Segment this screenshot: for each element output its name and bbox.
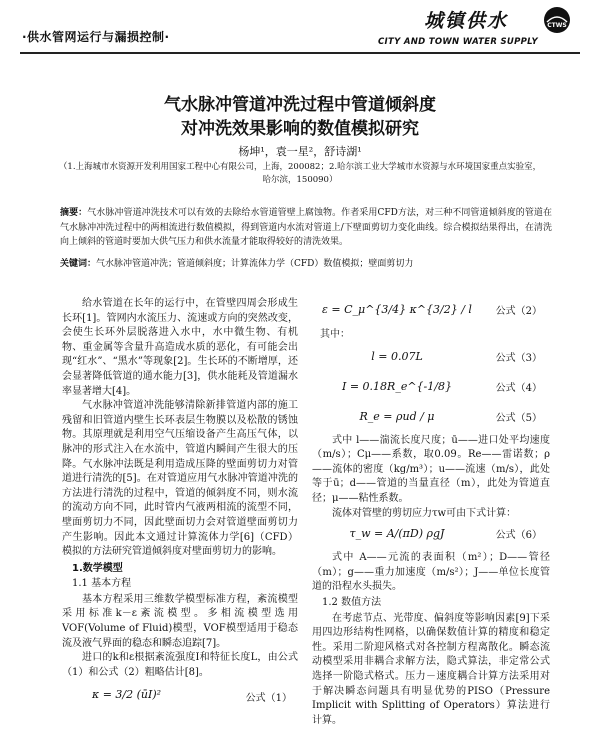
equation-6-number: 公式（6） (495, 530, 542, 542)
abstract (60, 206, 552, 250)
equation-1-number: 公式（1） (245, 693, 292, 705)
paragraph-intro: 给水管道在长年的运行中，在管壁四周会形成生长环[1]。管网内水流压力、流速或方向的突然改变，会使生长环外层脱落进入水中，水中微生物、有机物、重金属等含量升高造成水质的恶化，有可能会出现“红水”、“黑水”等现象[2]。生长环的不断增厚，还会显著降低管道的通水能力[3]，供水能耗及管道漏水率显著增大[4]。 (62, 298, 298, 397)
left-column (62, 297, 298, 712)
equation-5 (312, 404, 550, 434)
equation-6 (312, 521, 550, 551)
keywords-text: 气水脉冲管道冲洗；管道倾斜度；计算流体力学（CFD）数值模拟；壁面剪切力 (96, 259, 414, 269)
equation-3-formula: l = 0.07L (371, 349, 423, 363)
keywords-label: 关键词： (60, 259, 97, 269)
section-tag: ·供水管网运行与漏损控制· (22, 30, 170, 44)
article-title-line2: 对冲洗效果影响的数值模拟研究 (181, 119, 419, 139)
heading-numerical-method: 1.2 数值方法 (322, 596, 382, 608)
equation-1 (62, 684, 298, 712)
equation-4-formula: I = 0.18R_e^{-1/8} (342, 379, 452, 393)
paragraph-variables: 式中 l——湍流长度尺度；ū——进口处平均速度（m/s）；Cμ——系数，取0.09。Re——雷诺数；ρ——流体的密度（kg/m³）；u——流速（m/s），此处等于ū；d——管道的当量直径（m），此处为管道直径；μ——粘性系数。 (312, 434, 550, 504)
abstract-text: 气水脉冲管道冲洗技术可以有效的去除给水管道管壁上腐蚀物。作者采用CFD方法，对三种不同管道倾斜度的管道在气水脉冲冲洗过程中的两相流进行数值模拟，得到管道内水流对管道上/下壁面剪切力变化曲线。综合模拟结果得出，在清洗向上倾斜的管道时要加大供气压力和供水流量才能取得较好的清洗效果。 (60, 208, 552, 247)
equation-2-formula: ε = C_μ^{3/4} κ^{3/2} / l (322, 303, 472, 316)
paragraph-eq6-variables: 式中 A——元流的表面积（m²）；D——管径（m）；g——重力加速度（m/s²）；J——单位长度管道的沿程水头损失。 (312, 552, 550, 593)
equation-3 (312, 344, 550, 374)
affiliation-line2: 哈尔滨，150090） (262, 175, 338, 185)
equation-4-number: 公式（4） (495, 382, 542, 394)
logo-text: CTWS (547, 22, 567, 29)
article-title-line1: 气水脉冲管道冲洗过程中管道倾斜度 (164, 95, 436, 115)
equation-5-number: 公式（5） (495, 412, 542, 424)
paragraph-principle: 气水脉冲管道冲洗能够清除新排管道内部的施工残留和旧管道内壁生长环表层生物膜以及松散的锈蚀物。其原理就是利用空气压缩设备产生高压气体，以脉冲的形式注入在水流中，管道内瞬间产生很大的压降。气水脉冲法既是利用造成压降的壁面剪切力对管道进行清洗的[5]。在对管道应用气水脉冲管道冲洗的方法进行清洗的过程中，管道的倾斜度不同，则水流的流动方向不同，此时管内气液两相流的流型不同，壁面剪切力不同，因此壁面切力会对管道壁面剪切力产生影响。因此本文通过计算流体力学[6]（CFD）模拟的方法研究管道倾斜度对壁面剪切力的影响。 (62, 400, 298, 558)
journal-brand-english: CITY AND TOWN WATER SUPPLY (378, 37, 538, 47)
abstract-label: 摘要： (60, 208, 88, 218)
journal-logo-icon (543, 6, 571, 34)
journal-brand-chinese: 城镇供水 (424, 10, 509, 32)
equation-4 (312, 374, 550, 404)
article-authors: 杨坤¹，袁一星²，舒诗湖¹ (238, 145, 362, 158)
equation-1-formula: κ = 3/2 (ūI)² (92, 688, 162, 702)
equation-6-formula: τ_w = A/(πD) ρgJ (349, 527, 445, 541)
equation-2 (312, 297, 550, 327)
affiliation-line1: （1.上海城市水资源开发利用国家工程中心有限公司，上海，200082；2.哈尔滨工业大学城市水资源与水环境国家重点实验室， (58, 162, 542, 172)
header-divider (20, 52, 580, 54)
paragraph-shear-intro: 流体对管壁的剪切应力τw可由下式计算： (332, 507, 517, 519)
paragraph-inlet: 进口的k和ε根据紊流强度I和特征长度L，由公式（1）和公式（2）粗略估计[8]。 (62, 652, 298, 678)
right-column (312, 297, 550, 728)
equation-5-formula: R_e = ρud / μ (359, 409, 435, 423)
equation-2-number: 公式（2） (495, 306, 542, 317)
keywords (60, 257, 552, 271)
paragraph-equations: 基本方程采用三维数学模型标准方程，紊流模型采用标准k－ε紊流模型。多相流模型选用VOF(Volume of Fluid)模型，VOF模型适用于稳态流及液气界面的稳态和瞬态追踪[7]。 (62, 593, 298, 649)
where-label: 其中： (320, 329, 350, 340)
heading-basic-equations: 1.1 基本方程 (72, 578, 132, 590)
equation-3-number: 公式（3） (495, 352, 542, 364)
heading-math-model: 1.数学模型 (72, 562, 123, 574)
paragraph-numerical: 在考虑节点、光带度、偏斜度等影响因素[9]下采用四边形结构性网格，以确保数值计算的精度和稳定性。采用二阶迎风格式对各控制方程离散化。瞬态流动模型采用非耦合求解方法，隐式算法，非定常公式选择一阶隐式格式。压力－速度耦合计算方法采用对于解决瞬态问题具有明显优势的PISO（Pressure Implicit with Splitting of Operators）算法进行计算。 (312, 612, 550, 726)
